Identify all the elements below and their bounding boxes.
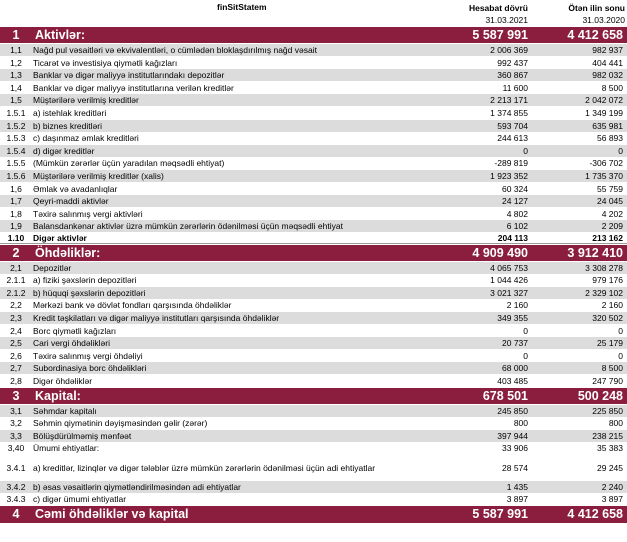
row-number: 3,1 (10, 405, 22, 416)
row-label: Balansdankənar aktivlər üzrə mümkün zərərlərin ödənilməsi üçün məqsədli ehtiyat (33, 221, 343, 232)
previous-period-value: 404 441 (592, 57, 623, 68)
row-number: 1.5.3 (6, 132, 26, 143)
table-row (0, 107, 627, 119)
row-label: Ticarət və investisiya qiymətli kağızları (33, 57, 178, 68)
previous-period-value: 1 735 370 (585, 170, 623, 181)
row-number: 1.5.2 (6, 120, 26, 131)
row-number: 3.4.2 (6, 481, 26, 492)
current-period-value: 68 000 (502, 363, 528, 374)
previous-period-value: 29 245 (597, 462, 623, 473)
row-label: Kapital: (35, 388, 81, 403)
previous-period-value: 1 349 199 (585, 107, 623, 118)
current-period-value: 1 923 352 (490, 170, 528, 181)
table-row (0, 233, 627, 244)
previous-period-value: 225 850 (592, 405, 623, 416)
current-period-value: 992 437 (497, 57, 528, 68)
row-number: 1.10 (7, 232, 25, 243)
previous-period-value: 238 215 (592, 430, 623, 441)
current-period-value: 1 374 855 (490, 107, 528, 118)
table-row (0, 299, 627, 311)
table-row (0, 325, 627, 337)
previous-period-value: 500 248 (577, 388, 623, 403)
current-period-value: 4 065 753 (490, 262, 528, 273)
previous-period-label: Ötən ilin sonu (568, 3, 625, 13)
row-number: 2,7 (10, 363, 22, 374)
current-period-value: 0 (523, 145, 528, 156)
previous-period-value: 213 162 (592, 232, 623, 243)
table-row (0, 430, 627, 442)
row-number: 1,8 (10, 208, 22, 219)
previous-period-value: 979 176 (592, 274, 623, 285)
current-period-value: 4 802 (506, 208, 528, 219)
previous-period-value: 2 240 (601, 481, 623, 492)
row-label: Müştərilərə verilmiş kreditlər (33, 95, 139, 106)
previous-period-header (568, 2, 625, 26)
row-number: 1,9 (10, 221, 22, 232)
previous-period-value: 55 759 (597, 183, 623, 194)
current-period-value: 2 006 369 (490, 44, 528, 55)
current-period-value: 5 587 991 (472, 507, 528, 522)
previous-period-value: 35 383 (597, 443, 623, 454)
row-label: Nağd pul vəsaitləri və ekvivalentləri, o cümlədən bloklaşdırılmış nağd vəsait (33, 44, 317, 55)
table-row (0, 337, 627, 349)
previous-period-value: 56 893 (597, 132, 623, 143)
section-row (0, 506, 627, 523)
row-label: b) hüquqi şəxslərin depozitləri (33, 287, 146, 298)
row-label: Depozitlər (33, 262, 72, 273)
table-row (0, 94, 627, 106)
table-row (0, 220, 627, 232)
row-label: d) digər kreditlər (33, 145, 95, 156)
row-label: Borc qiymətli kağızları (33, 325, 117, 336)
section-row (0, 27, 627, 43)
table-row (0, 493, 627, 505)
current-period-value: 20 737 (502, 337, 528, 348)
current-period-value: 1 044 426 (490, 274, 528, 285)
table-row (0, 481, 627, 493)
table-row (0, 145, 627, 157)
row-number: 3.4.1 (6, 462, 26, 473)
table-row (0, 132, 627, 144)
current-period-value: 2 213 171 (490, 95, 528, 106)
current-period-value: -289 819 (494, 158, 528, 169)
current-period-value: 800 (513, 417, 528, 428)
previous-period-value: 24 045 (597, 195, 623, 206)
table-row (0, 183, 627, 195)
row-label: (Mümkün zərərlər üçün yaradılan məqsədli ehtiyat) (33, 158, 225, 169)
previous-period-value: 247 790 (592, 375, 623, 386)
table-row (0, 195, 627, 207)
previous-period-value: 0 (618, 145, 623, 156)
row-number: 2.1.2 (6, 287, 26, 298)
table-row (0, 417, 627, 429)
row-number: 1,4 (10, 82, 22, 93)
previous-period-value: 2 329 102 (585, 287, 623, 298)
previous-period-value: 4 202 (601, 208, 623, 219)
previous-period-value: 8 500 (601, 82, 623, 93)
table-row (0, 82, 627, 94)
row-number: 2,8 (10, 375, 22, 386)
current-period-value: 245 850 (497, 405, 528, 416)
row-number: 1,3 (10, 69, 22, 80)
table-row (0, 262, 627, 274)
row-label: Səhmin qiymətinin dəyişməsindən gəlir (zərər) (33, 417, 208, 428)
current-period-value: 1 435 (506, 481, 528, 492)
row-number: 2,1 (10, 262, 22, 273)
current-period-value: 403 485 (497, 375, 528, 386)
current-period-value: 397 944 (497, 430, 528, 441)
current-period-value: 4 909 490 (472, 245, 528, 260)
row-label: Kredit təşkilatları və digər maliyyə institutları qarşısında öhdəliklər (33, 312, 280, 323)
row-number: 2,6 (10, 350, 22, 361)
previous-period-value: 320 502 (592, 312, 623, 323)
row-label: Əmlak və avadanlıqlar (33, 183, 118, 194)
previous-period-value: 4 412 658 (567, 507, 623, 522)
row-label: Digər öhdəliklər (33, 375, 93, 386)
row-number: 3,40 (7, 443, 25, 454)
row-number: 1.5.5 (6, 158, 26, 169)
current-period-value: 3 021 327 (490, 287, 528, 298)
row-number: 2.1.1 (6, 274, 26, 285)
row-number: 3 (12, 388, 20, 403)
current-period-date: 31.03.2021 (485, 15, 528, 25)
previous-period-value: 2 209 (601, 221, 623, 232)
previous-period-value: 982 937 (592, 44, 623, 55)
previous-period-value: 3 912 410 (567, 245, 623, 260)
row-number: 2,3 (10, 312, 22, 323)
previous-period-value: 4 412 658 (567, 27, 623, 42)
table-row (0, 362, 627, 374)
row-label: c) digər ümumi ehtiyatlar (33, 493, 127, 504)
row-label: b) əsas vəsaitlərin qiymətləndirilməsindən adi ehtiyatlar (33, 481, 241, 492)
current-period-value: 6 102 (506, 221, 528, 232)
row-number: 1.5.6 (6, 170, 26, 181)
table-row (0, 44, 627, 56)
previous-period-date: 31.03.2020 (582, 15, 625, 25)
statement-title: finSitStatem (217, 2, 267, 12)
row-label: a) kreditlər, lizinqlər və digər tələblər üzrə mümkün zərərlərin ödənilməsi üçün adi ehtiyatlar (33, 462, 376, 473)
row-label: Müştərilərə verilmiş kreditlər (xalis) (33, 170, 164, 181)
current-period-value: 2 160 (506, 300, 528, 311)
row-label: a) fiziki şəxslərin depozitləri (33, 274, 137, 285)
current-period-value: 11 600 (502, 82, 528, 93)
row-number: 4 (12, 507, 20, 522)
row-number: 1,5 (10, 95, 22, 106)
row-label: Təxirə salınmış vergi öhdəliyi (33, 350, 143, 361)
current-period-value: 5 587 991 (472, 27, 528, 42)
previous-period-value: 800 (608, 417, 623, 428)
current-period-value: 0 (523, 350, 528, 361)
table-row (0, 350, 627, 362)
row-number: 2 (12, 245, 20, 260)
previous-period-value: 3 308 278 (585, 262, 623, 273)
table-row (0, 405, 627, 417)
row-number: 2,5 (10, 337, 22, 348)
row-label: Banklar və digər maliyyə institutlarındakı depozitlər (33, 69, 225, 80)
current-period-value: 593 704 (497, 120, 528, 131)
current-period-header (469, 2, 528, 26)
current-period-value: 360 867 (497, 69, 528, 80)
row-label: Subordinasiya borc öhdəlikləri (33, 363, 147, 374)
row-label: c) daşınmaz əmlak kreditləri (33, 132, 139, 143)
table-row (0, 57, 627, 69)
current-period-value: 244 613 (497, 132, 528, 143)
section-row (0, 245, 627, 261)
table-row (0, 69, 627, 81)
table-row (0, 287, 627, 299)
row-label: Digər aktivlər (33, 232, 87, 243)
row-number: 1 (12, 27, 20, 42)
current-period-value: 678 501 (482, 388, 528, 403)
table-row (0, 274, 627, 286)
row-label: Aktivlər: (35, 27, 86, 42)
row-number: 2,4 (10, 325, 22, 336)
statement-header (0, 0, 627, 27)
current-period-value: 349 355 (497, 312, 528, 323)
previous-period-value: 0 (618, 325, 623, 336)
previous-period-value: 2 042 072 (585, 95, 623, 106)
row-label: Mərkəzi bank və dövlət fondları qarşısında öhdəliklər (33, 300, 232, 311)
previous-period-value: 635 981 (592, 120, 623, 131)
row-number: 1,7 (10, 195, 22, 206)
row-number: 1,2 (10, 57, 22, 68)
table-row (0, 312, 627, 324)
row-number: 1.5.4 (6, 145, 26, 156)
row-label: Qeyri-maddi aktivlər (33, 195, 109, 206)
row-label: Öhdəliklər: (35, 245, 101, 260)
current-period-value: 0 (523, 325, 528, 336)
row-label: Banklar və digər maliyyə institutlarına verilən kreditlər (33, 82, 234, 93)
table-row (0, 375, 627, 387)
current-period-value: 60 324 (502, 183, 528, 194)
row-label: Cəmi öhdəliklər və kapital (35, 507, 189, 522)
previous-period-value: 2 160 (601, 300, 623, 311)
current-period-value: 28 574 (502, 462, 528, 473)
row-label: Təxirə salınmış vergi aktivləri (33, 208, 143, 219)
row-number: 3,3 (10, 430, 22, 441)
section-row (0, 388, 627, 404)
previous-period-value: -306 702 (589, 158, 623, 169)
row-label: a) istehlak kreditləri (33, 107, 107, 118)
row-number: 1.5.1 (6, 107, 26, 118)
row-label: Cari vergi öhdəlikləri (33, 337, 111, 348)
previous-period-value: 8 500 (601, 363, 623, 374)
previous-period-value: 982 032 (592, 69, 623, 80)
previous-period-value: 3 897 (601, 493, 623, 504)
current-period-value: 24 127 (502, 195, 528, 206)
current-period-value: 3 897 (506, 493, 528, 504)
row-label: Ümumi ehtiyatlar: (33, 443, 100, 454)
row-label: Bölüşdürülməmiş mənfəət (33, 430, 132, 441)
row-number: 1,1 (10, 44, 22, 55)
row-number: 3,2 (10, 417, 22, 428)
table-row (0, 208, 627, 220)
row-number: 1,6 (10, 183, 22, 194)
current-period-value: 204 113 (497, 232, 528, 243)
row-number: 3.4.3 (6, 493, 26, 504)
row-label: Səhmdar kapitalı (33, 405, 97, 416)
previous-period-value: 0 (618, 350, 623, 361)
current-period-label: Hesabat dövrü (468, 3, 528, 13)
current-period-value: 33 906 (502, 443, 528, 454)
table-row (0, 170, 627, 182)
table-row (0, 157, 627, 169)
previous-period-value: 25 179 (597, 337, 623, 348)
table-row (0, 442, 627, 454)
row-label: b) biznes kreditləri (33, 120, 102, 131)
table-row (0, 120, 627, 132)
table-row (0, 455, 627, 480)
row-number: 2,2 (10, 300, 22, 311)
